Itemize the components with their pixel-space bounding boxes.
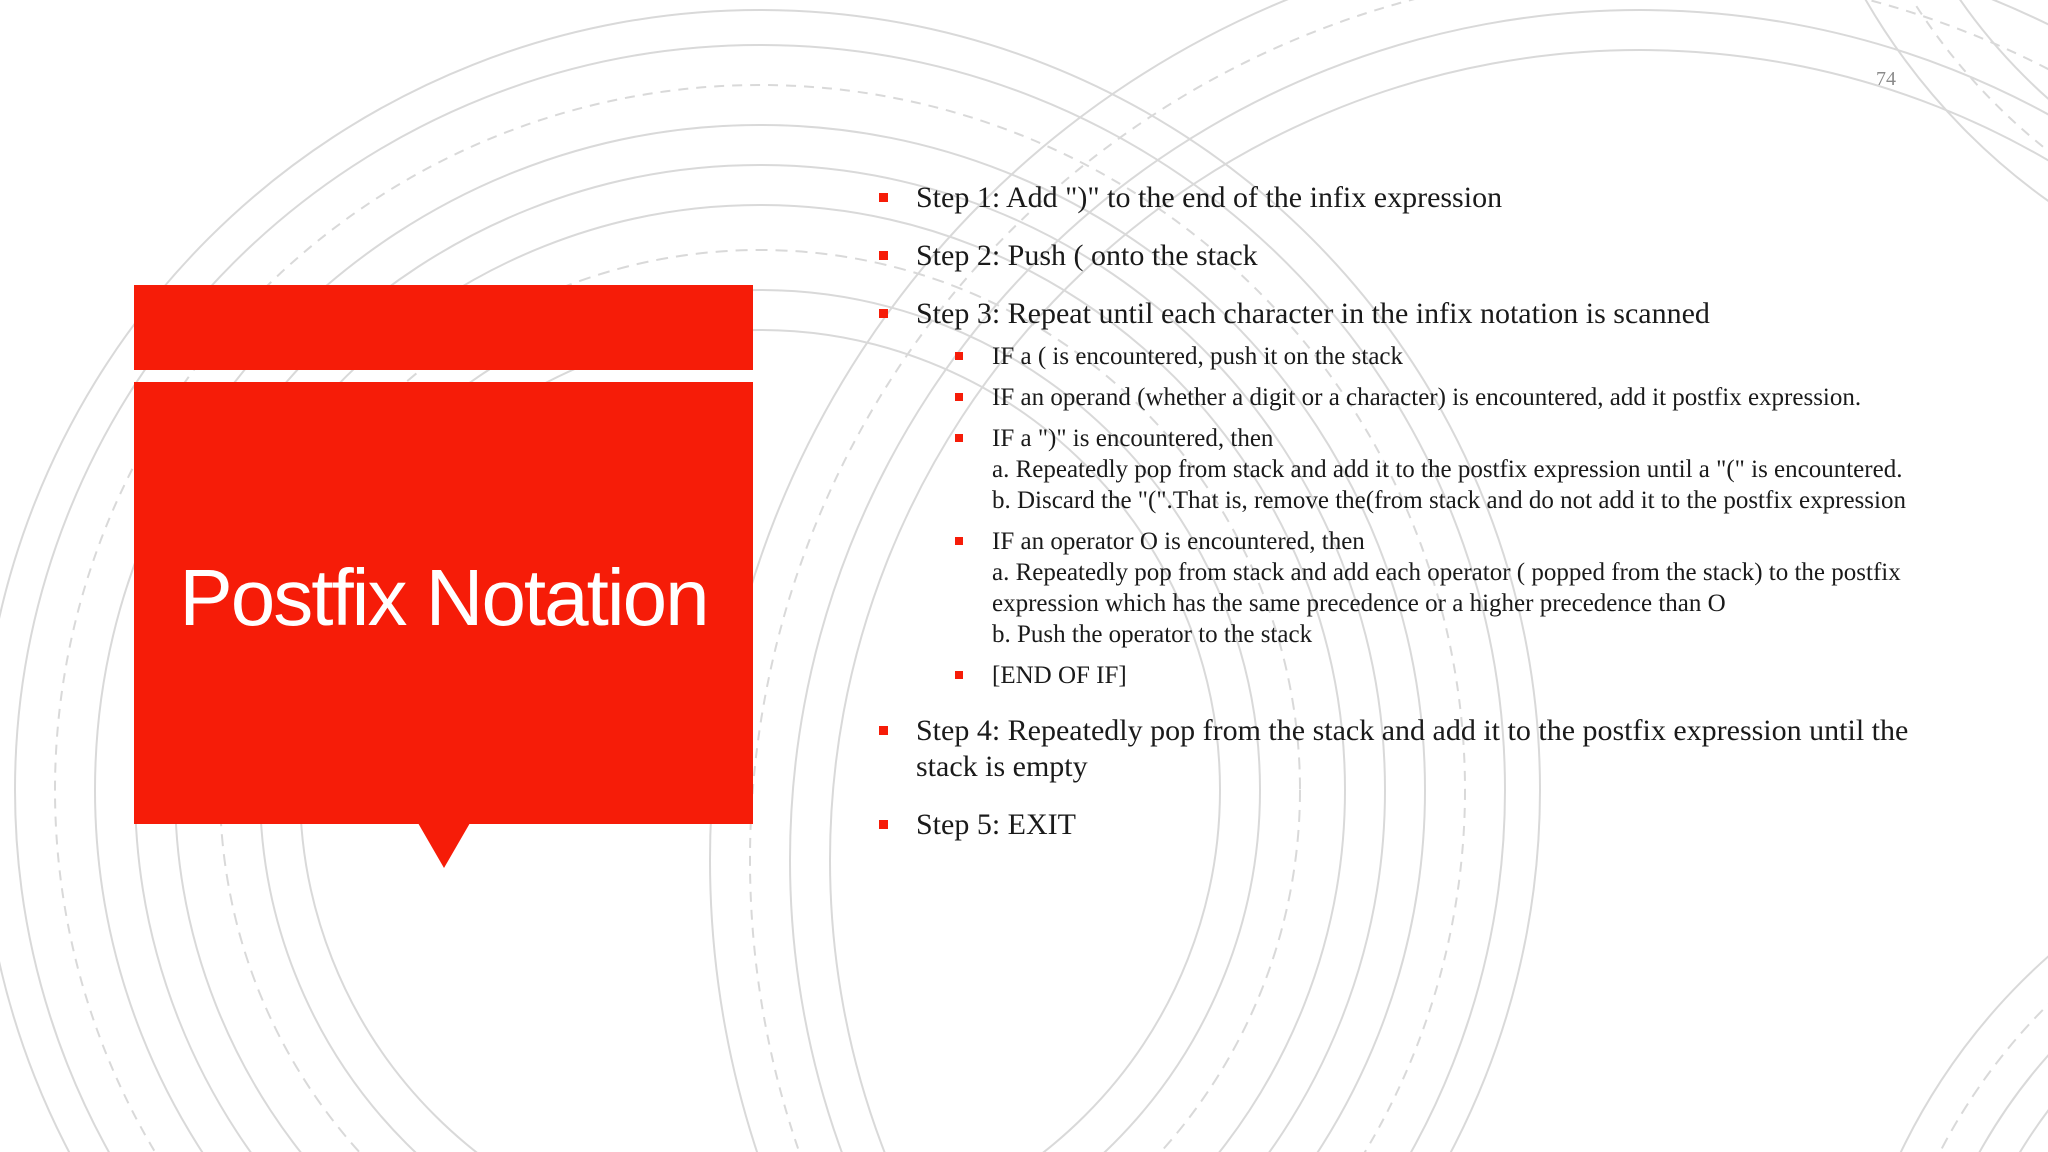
bullet-square-icon [955, 537, 963, 545]
substep-text: IF a ( is encountered, push it on the stack [992, 343, 1404, 370]
bullet-square-icon [879, 726, 888, 735]
substep-item [952, 423, 1916, 516]
substep-item [952, 382, 1916, 413]
step-text: Step 1: Add ")" to the end of the infix expression [916, 181, 1503, 214]
step-text: Step 2: Push ( onto the stack [916, 239, 1258, 272]
substep-item [952, 341, 1916, 372]
arc [1945, 905, 2048, 1152]
steps-list [876, 180, 1916, 843]
step-text: Step 4: Repeatedly pop from the stack and add it to the postfix expression until the stack is empty [916, 714, 1909, 783]
substep-text: IF a ")" is encountered, then [992, 425, 1274, 452]
bullet-square-icon [879, 193, 888, 202]
slide-title: Postfix Notation [179, 553, 708, 642]
step-item [876, 296, 1916, 691]
title-accent-bar [134, 285, 753, 370]
content-area [876, 180, 1916, 865]
bullet-square-icon [879, 820, 888, 829]
substep-detail: b. Push the operator to the stack [992, 621, 1313, 648]
substep-detail: a. Repeatedly pop from stack and add each operator ( popped from the stack) to the postfix expression which has the same precedence or a higher precedence than O [992, 559, 1901, 617]
substep-item [952, 526, 1916, 650]
step-item [876, 238, 1916, 274]
arc [1910, 870, 2048, 1152]
arc [1980, 940, 2048, 1152]
bullet-square-icon [955, 671, 963, 679]
bullet-square-icon [879, 251, 888, 260]
substep-text: IF an operand (whether a digit or a character) is encountered, add it postfix expression. [992, 384, 1862, 411]
arc [1875, 835, 2048, 1152]
slide-number: 74 [1876, 68, 1896, 90]
step-item [876, 807, 1916, 843]
substep-detail: a. Repeatedly pop from stack and add it to the postfix expression until a "(" is encountered. [992, 456, 1903, 483]
substep-text: IF an operator O is encountered, then [992, 528, 1365, 555]
substep-item [952, 660, 1916, 691]
bullet-square-icon [955, 352, 963, 360]
bullet-square-icon [879, 309, 888, 318]
step-item [876, 713, 1916, 785]
step-item [876, 180, 1916, 216]
step-text: Step 3: Repeat until each character in the infix notation is scanned [916, 297, 1710, 330]
bullet-square-icon [955, 393, 963, 401]
bullet-square-icon [955, 434, 963, 442]
substeps-list [952, 341, 1916, 691]
step-text: Step 5: EXIT [916, 808, 1076, 841]
substep-text: [END OF IF] [992, 662, 1127, 689]
callout-pointer [418, 823, 470, 868]
substep-detail: b. Discard the "(".That is, remove the(from stack and do not add it to the postfix expression [992, 487, 1906, 514]
